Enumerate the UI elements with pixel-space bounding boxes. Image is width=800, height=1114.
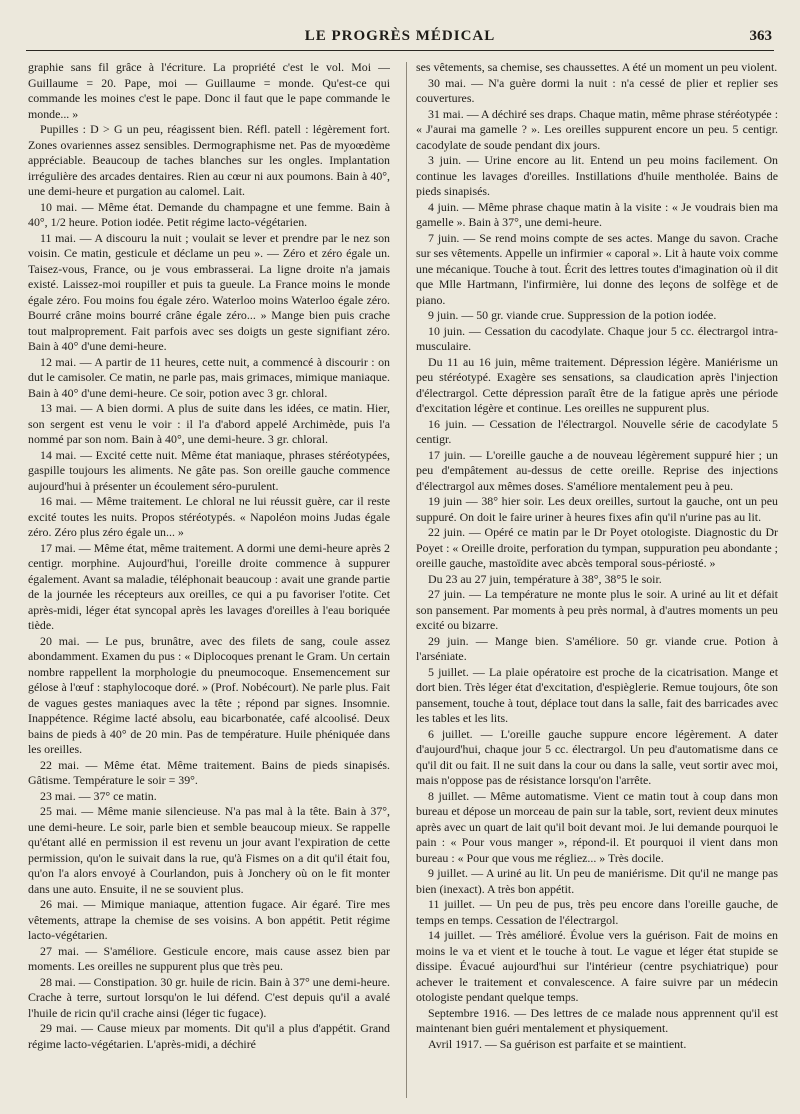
paragraph: 11 juillet. — Un peu de pus, très peu encore dans l'oreille gauche, de temps en temps. Cessation de l'électrargol. [416,897,778,927]
page-header [0,26,800,50]
paragraph: Pupilles : D > G un peu, réagissent bien. Réfl. patell : légèrement fort. Zones ovariennes assez sensibles. Dermographisme net. Pas de myoœdème appréciable. Beaucoup de taches blanches sur les ongles. Implantation irrégulière des arcades dentaires. Rien au cœur ni aux poumons. Bain à 40°, une demi-heure et purgation au calomel. Lait. [28,122,390,198]
paragraph: 23 mai. — 37° ce matin. [40,788,157,803]
right-column [416,60,778,1102]
paragraph: 8 juillet. — Même automatisme. Vient ce matin tout à coup dans mon bureau et dépose un morceau de pain sur la table, sort, revient deux minutes après avec un quart de lait qu'il boit devant moi. Je lui demande pourquoi le pain : « Pour vous manger », répond-il. Et pourquoi il vient dans mon bureau : « Pour que vous me régliez... » Très docile. [416,788,778,865]
header-rule [26,50,774,51]
paragraph: 22 mai. — Même état. Même traitement. Bains de pieds sinapisés. Gâtisme. Température le soir = 39°. [28,757,390,787]
paragraph: 3 juin. — Urine encore au lit. Entend un peu moins facilement. On continue les lavages d'oreilles. Instillations d'huile mentholée. Bains de pieds sinapisés. [416,153,778,198]
journal-title: LE PROGRÈS MÉDICAL [304,28,496,44]
paragraph: Du 11 au 16 juin, même traitement. Dépression légère. Maniérisme un peu stéréotypé. Exagère ses sensations, sa claudication après l'injection d'électrargol. Cette dépression paraît être de la fatigue après une période d'excitation légère et continue. Les oreilles ne suppurent plus. [416,354,778,415]
paragraph: 30 mai. — N'a guère dormi la nuit : n'a cessé de plier et replier ses couvertures. [416,75,778,105]
paragraph: 20 mai. — Le pus, brunâtre, avec des filets de sang, coule assez abondamment. Examen du pus : « Diplocoques prenant le Gram. Un certain nombre rappellent la morphologie du pneumocoque. Ensemencement sur gélose à l'œuf : staphylocoque doré. » (Prof. Nobécourt). Ne parle plus. Fait de vagues gestes maniaques avec la tête ; répond par signes. Insomnie. Inappétence. Régime lacté absolu, eau bicarbonatée, café alcoolisé. Deux bains de pieds à 40° de 20 min. Pas de température. Huile phéniquée dans les oreilles. [28,633,390,756]
paragraph: 27 mai. — S'améliore. Gesticule encore, mais cause assez bien par moments. Les oreilles ne suppurent plus que très peu. [28,943,390,973]
paragraph: 7 juin. — Se rend moins compte de ses actes. Mange du savon. Crache sur ses vêtements. Appelle un infirmier « caporal ». Lit à haute voix comme une mécanique. Touche à tout. Écrit des lettres toutes d'imagination où il dit que Mlle Hartmann, l'infirmière, lui donne des leçons de solfège et de piano. [416,230,778,307]
paragraph: 22 juin. — Opéré ce matin par le Dr Poyet otologiste. Diagnostic du Dr Poyet : « Oreille droite, perforation du tympan, suppuration peu abondante ; oreille gauche, mastoïdite avec abcès temporal sous-périosté. » [416,525,778,570]
paragraph: 11 mai. — A discouru la nuit ; voulait se lever et prendre par le nez son voisin. Ce matin, gesticule et déclame un peu ». — Zéro et zéro égale un. Taisez-vous, France, ou je vous embrasserai. La ligne droite n'a jamais existé. Laissez-moi roupiller et puis ta gueule. La France moins le monde égale zéro. Fou moins fou égale zéro. Waterloo moins Waterloo égale zéro. Bourré crâne moins bourré crâne égale zéro... » Mange bien puis crache tout malproprement. Fait parfois avec ses doigts un geste signifiant zéro. Bain à 40° d'une demi-heure. [28,230,390,353]
paragraph: 17 juin. — L'oreille gauche a de nouveau légèrement suppuré hier ; un peu d'empâtement au-dessus de cette oreille. Reprise des injections d'électrargol aux mêmes doses. S'améliore mentalement peu à peu. [416,447,778,493]
left-column [28,60,390,1102]
paragraph: Du 23 au 27 juin, température à 38°, 38°5 le soir. [428,571,662,586]
paragraph: 14 juillet. — Très amélioré. Évolue vers la guérison. Fait de moins en moins le va et vient et le touche à tout. Le vague et léger état stupide se dissipe. Évacué aujourd'hui sur l'intérieur (centre psychiatrique) pour achever le traitement et convalescence. A faire suivre par un médecin otologiste pendant quelque temps. [416,928,778,1004]
paragraph: Septembre 1916. — Des lettres de ce malade nous apprennent qu'il est maintenant bien guéri mentalement et physiquement. [416,1005,778,1035]
paragraph: 28 mai. — Constipation. 30 gr. huile de ricin. Bain à 37° une demi-heure. Crache à terre, surtout lorsqu'on le lui défend. C'est depuis qu'il a avalé l'huile de ricin qu'il crache ainsi (léger tic fugace). [28,974,390,1020]
paragraph: 27 juin. — La température ne monte plus le soir. A uriné au lit et défait son pansement. Par moments à peu près normal, à d'autres moments un peu excité ou bizarre. [416,587,778,632]
paragraph: 10 juin. — Cessation du cacodylate. Chaque jour 5 cc. électrargol intra-musculaire. [416,323,778,353]
paragraph: 12 mai. — A partir de 11 heures, cette nuit, a commencé à discourir : on dut le camisoler. Ce matin, ne parle pas, mais grimaces, mimique maniaque. Bain à 40° d'une demi-heure. Ce soir, potion avec 3 gr. chloral. [28,354,390,400]
paragraph: 16 mai. — Même traitement. Le chloral ne lui réussit guère, car il reste excité toutes les nuits. Propos stéréotypés. « Napoléon moins Judas égale zéro. Zéro plus zéro égale un... » [28,494,390,539]
paragraph: 31 mai. — A déchiré ses draps. Chaque matin, même phrase stéréotypée : « J'aurai ma gamelle ? ». Les oreilles suppurent encore un peu. 5 centigr. cacodylate de soude pendant dix jours. [416,106,778,152]
paragraph: 9 juin. — 50 gr. viande crue. Suppression de la potion iodée. [428,308,717,322]
page-number: 363 [749,28,772,44]
paragraph: 29 mai. — Cause mieux par moments. Dit qu'il a plus d'appétit. Grand régime lacto-végétarien. L'après-midi, a déchiré [28,1021,390,1051]
paragraph: 19 juin — 38° hier soir. Les deux oreilles, surtout la gauche, ont un peu suppuré. On doit le faire uriner à heures fixes afin qu'il n'urine pas au lit. [416,494,778,524]
paragraph: graphie sans fil grâce à l'écriture. La propriété c'est le vol. Moi — Guillaume = 20. Pape, moi — Guillaume = monde. Qu'est-ce qui commande les moines c'est le pape. Donc il faut que le pape commande le monde... » [28,60,390,121]
paragraph: 14 mai. — Excité cette nuit. Même état maniaque, phrases stéréotypées, gaspille toujours les aliments. Ne gâte pas. Son oreille gauche commence aujourd'hui à présenter un écoulement séro-purulent. [28,447,390,493]
paragraph: 4 juin. — Même phrase chaque matin à la visite : « Je voudrais bien ma gamelle ». Bain à 37°, une demi-heure. [416,199,778,229]
paragraph: 29 juin. — Mange bien. S'améliore. 50 gr. viande crue. Potion à l'arséniate. [416,633,778,663]
paragraph: 26 mai. — Mimique maniaque, attention fugace. Air égaré. Tire mes vêtements, attrape la chemise de ses voisins. A bon appétit. Petit régime lacto-végétarien. [28,897,390,942]
paragraph: 13 mai. — A bien dormi. A plus de suite dans les idées, ce matin. Hier, son sergent est venu le voir : il l'a d'abord appelé Archimède, puis l'a nommé par son nom. Bain à 40°, une demi-heure. 3 gr. chloral. [28,401,390,446]
paragraph: 9 juillet. — A uriné au lit. Un peu de maniérisme. Dit qu'il ne mange pas bien (inexact). A très bon appétit. [416,866,778,896]
paragraph: ses vêtements, sa chemise, ses chaussettes. A été un moment un peu violent. [416,60,778,74]
paragraph: 6 juillet. — L'oreille gauche suppure encore légèrement. A dater d'aujourd'hui, chaque jour 5 cc. électrargol. Un peu d'automatisme dans ce qu'il dit ou fait. Il ne suit dans la cour ou dans la salle, veut sortir avec moi, mais n'oppose pas de résistance lorsqu'on l'arrête. [416,726,778,787]
paragraph: 17 mai. — Même état, même traitement. A dormi une demi-heure après 2 centigr. morphine. Aujourd'hui, l'oreille droite commence à suppurer également. Avant sa maladie, téléphonait beaucoup : avait une grande partie de la journée les récepteurs aux oreilles, ce qui a pu favoriser l'otite. Cet après-midi, léger état syncopal après les lavages d'oreilles à l'eau boriquée tiède. [28,540,390,632]
paragraph: 10 mai. — Même état. Demande du champagne et une femme. Bain à 40°, 1/2 heure. Potion iodée. Petit régime lacto-végétarien. [28,199,390,229]
paragraph: 16 juin. — Cessation de l'électrargol. Nouvelle série de cacodylate 5 centigr. [416,416,778,446]
paragraph: 25 mai. — Même manie silencieuse. N'a pas mal à la tête. Bain à 37°, une demi-heure. Le soir, parle bien et semble beaucoup mieux. Se rappelle qu'étant allé en permission il est revenu un jour avant l'expiration de cette permission, qu'on le suivait dans la rue, qu'à Fismes on a dit qu'il était fou, qu'on l'a alors envoyé à Courlandon, puis à Jonchery où on le fit monter dans une auto. Ensuite, il ne se souvient plus. [28,804,390,896]
paragraph: Avril 1917. — Sa guérison est parfaite et se maintient. [428,1036,687,1051]
column-divider [406,62,407,1098]
paragraph: 5 juillet. — La plaie opératoire est proche de la cicatrisation. Mange et dort bien. Très léger état d'excitation, d'espièglerie. Remue toujours, ôte son pansement, touche à tout, déplace tout dans la salle, fait des barricades avec les tables et les lits. [416,664,778,725]
